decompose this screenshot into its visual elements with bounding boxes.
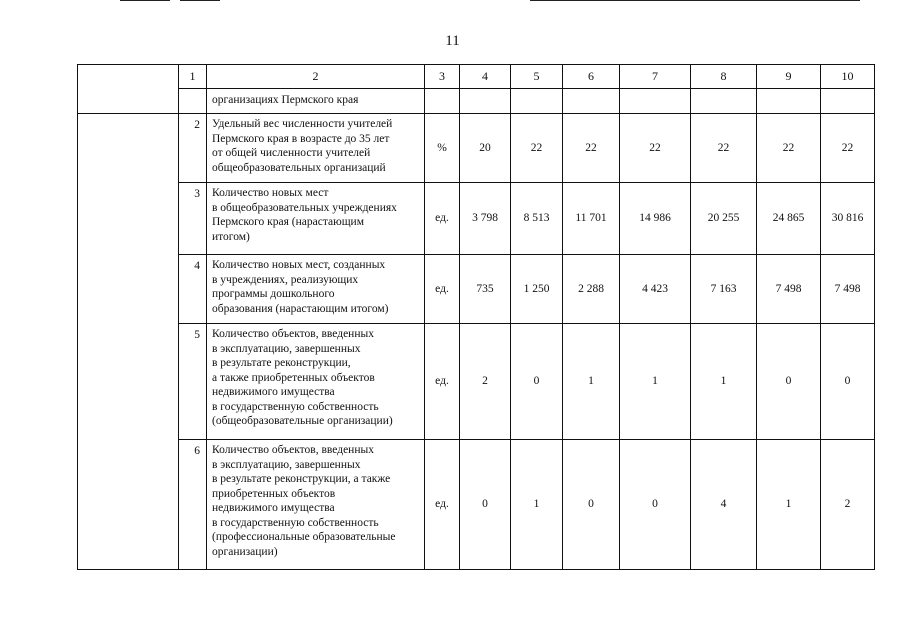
- empty-cell: [620, 89, 691, 114]
- value-cell: 7 498: [821, 255, 875, 324]
- value-cell: 7 163: [691, 255, 757, 324]
- value-cell: 0: [757, 324, 821, 440]
- value-cell: 22: [821, 114, 875, 183]
- table-row: [78, 114, 875, 183]
- indicators-table: [77, 64, 875, 570]
- header-cell: 8: [691, 65, 757, 89]
- header-cell: 4: [460, 65, 511, 89]
- empty-cell: [691, 89, 757, 114]
- row-number: 6: [179, 440, 207, 570]
- header-cell: 7: [620, 65, 691, 89]
- header-cell: 9: [757, 65, 821, 89]
- table-row: [78, 324, 875, 440]
- empty-cell: [757, 89, 821, 114]
- value-cell: 1: [691, 324, 757, 440]
- value-cell: 8 513: [511, 183, 563, 255]
- empty-cell: [511, 89, 563, 114]
- value-cell: 735: [460, 255, 511, 324]
- left-margin-cell: [78, 65, 179, 114]
- value-cell: 0: [620, 440, 691, 570]
- row-number: 4: [179, 255, 207, 324]
- value-cell: 4: [691, 440, 757, 570]
- row-description: Количество новых мест, созданных в учреждениях, реализующих программы дошкольного образования (нарастающим итогом): [207, 255, 425, 324]
- top-rule-left: [120, 0, 170, 1]
- value-cell: 20: [460, 114, 511, 183]
- value-cell: 2: [460, 324, 511, 440]
- empty-cell: [460, 89, 511, 114]
- header-cell: 1: [179, 65, 207, 89]
- row-unit: ед.: [425, 183, 460, 255]
- table-row: [78, 183, 875, 255]
- value-cell: 24 865: [757, 183, 821, 255]
- row-unit: ед.: [425, 324, 460, 440]
- value-cell: 1: [620, 324, 691, 440]
- value-cell: 2: [821, 440, 875, 570]
- row-unit: %: [425, 114, 460, 183]
- value-cell: 0: [563, 440, 620, 570]
- row-description: Количество новых мест в общеобразовательных учреждениях Пермского края (нарастающим итогом): [207, 183, 425, 255]
- row-description: Количество объектов, введенных в эксплуатацию, завершенных в результате реконструкции, а также приобретенных объектов недвижимого имущества в государственную собственность (профессиональные образовательные организации): [207, 440, 425, 570]
- header-cell: 5: [511, 65, 563, 89]
- top-rule-mid: [180, 0, 220, 1]
- header-row: [78, 65, 875, 89]
- value-cell: 1: [563, 324, 620, 440]
- value-cell: 1 250: [511, 255, 563, 324]
- empty-cell: [563, 89, 620, 114]
- value-cell: 0: [460, 440, 511, 570]
- left-margin-cell: [78, 114, 179, 570]
- value-cell: 22: [563, 114, 620, 183]
- value-cell: 22: [620, 114, 691, 183]
- value-cell: 22: [757, 114, 821, 183]
- empty-cell: [821, 89, 875, 114]
- continuation-text: организациях Пермского края: [207, 89, 425, 114]
- value-cell: 7 498: [757, 255, 821, 324]
- value-cell: 1: [511, 440, 563, 570]
- row-unit: ед.: [425, 255, 460, 324]
- row-number: 2: [179, 114, 207, 183]
- top-rule-right: [530, 0, 860, 1]
- value-cell: 22: [511, 114, 563, 183]
- value-cell: 0: [821, 324, 875, 440]
- value-cell: 22: [691, 114, 757, 183]
- value-cell: 1: [757, 440, 821, 570]
- header-cell: 10: [821, 65, 875, 89]
- value-cell: 0: [511, 324, 563, 440]
- value-cell: 3 798: [460, 183, 511, 255]
- header-cell: 2: [207, 65, 425, 89]
- value-cell: 30 816: [821, 183, 875, 255]
- row-number: 3: [179, 183, 207, 255]
- table-row: [78, 255, 875, 324]
- row-number: 5: [179, 324, 207, 440]
- value-cell: 11 701: [563, 183, 620, 255]
- row-description: Удельный вес численности учителей Пермского края в возрасте до 35 лет от общей численности учителей общеобразовательных организаций: [207, 114, 425, 183]
- header-cell: 3: [425, 65, 460, 89]
- continuation-row: [78, 89, 875, 114]
- empty-cell: [425, 89, 460, 114]
- page-number: 11: [445, 33, 460, 49]
- row-description: Количество объектов, введенных в эксплуатацию, завершенных в результате реконструкции, а также приобретенных объектов недвижимого имущества в государственную собственность (общеобразовательные организации): [207, 324, 425, 440]
- table-row: [78, 440, 875, 570]
- header-cell: 6: [563, 65, 620, 89]
- empty-cell: [179, 89, 207, 114]
- value-cell: 20 255: [691, 183, 757, 255]
- value-cell: 4 423: [620, 255, 691, 324]
- row-unit: ед.: [425, 440, 460, 570]
- value-cell: 14 986: [620, 183, 691, 255]
- value-cell: 2 288: [563, 255, 620, 324]
